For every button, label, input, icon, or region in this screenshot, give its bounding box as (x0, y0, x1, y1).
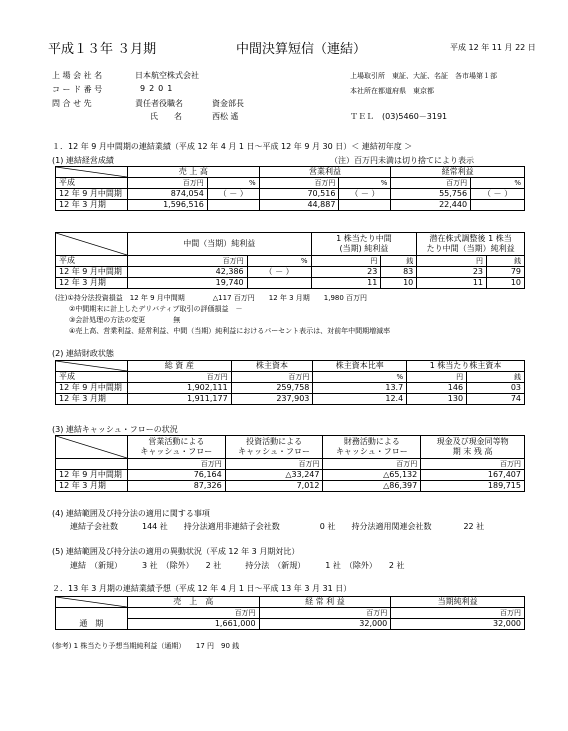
cell: 146 (407, 383, 467, 394)
col-header: 株主資本比率 (313, 361, 407, 372)
cell: 7,012 (225, 481, 323, 492)
row-header: 平成 (56, 372, 128, 383)
cell: 79 (487, 267, 525, 278)
table-corner (56, 361, 128, 372)
unit-cell: 百万円 (231, 372, 313, 383)
forecast-heading: ２．13 年 3 月期の連結業績予想（平成 12 年 4 月 1 日～平成 13 年 3 月 31 日） (52, 584, 352, 593)
unit-cell: 百万円 (391, 608, 525, 619)
col-header: 経常利益 (391, 167, 525, 178)
cell: 83 (381, 267, 417, 278)
cell: 237,903 (231, 394, 313, 405)
forecast-table (55, 596, 525, 630)
unit-cell: 百万円 (127, 459, 225, 470)
cell: （ － ） (339, 189, 391, 200)
stock-code: 9201 (140, 84, 177, 93)
col-header: 現金及び現金同等物 期 末 残 高 (421, 436, 525, 459)
col-header: 1 株当たり株主資本 (407, 361, 525, 372)
row-label: 12 年 9 月中間期 (56, 189, 128, 200)
col-header: 潜在株式調整後 1 株当 たり中間（当期）純利益 (417, 233, 525, 256)
note-line: (注)①持分法投資損益 12 年 9 月中間期 △117 百万円 12 年 3 月期 1,980 百万円 (55, 294, 368, 302)
cell: 55,756 (391, 189, 471, 200)
unit-cell: 銭 (467, 372, 525, 383)
unit-cell: % (313, 372, 407, 383)
table-corner (56, 233, 128, 256)
row-header: 平成 (56, 256, 128, 267)
cell: （ － ） (207, 189, 259, 200)
cell: 87,326 (127, 481, 225, 492)
section4-heading: (4) 連結範囲及び持分法の適用に関する事項 (52, 509, 210, 518)
row-label: 12 年 3 月期 (56, 481, 128, 492)
table-corner (56, 167, 128, 178)
cell: 23 (311, 267, 381, 278)
report-period: 平成１３年 ３月期 (48, 42, 157, 57)
cell: 23 (417, 267, 487, 278)
unit-cell: % (471, 178, 525, 189)
cell: 1,911,177 (127, 394, 231, 405)
cell: （ － ） (247, 267, 311, 278)
table-row (56, 189, 525, 200)
cell: △65,132 (323, 470, 421, 481)
col-header: 財務活動による キャッシュ・フロー (323, 436, 421, 459)
unit-cell: 円 (417, 256, 487, 267)
unit-cell: % (207, 178, 259, 189)
col-header: 当期純利益 (391, 597, 525, 608)
cell: 167,407 (421, 470, 525, 481)
col-header: 売 上 高 (127, 597, 259, 608)
note-line: ②中間期末に計上したデリバティブ取引の評価損益 － (55, 305, 243, 313)
table-row (56, 383, 525, 394)
col-header: 投資活動による キャッシュ・フロー (225, 436, 323, 459)
cell (207, 200, 259, 211)
row-label: 12 年 9 月中間期 (56, 267, 128, 278)
section5-heading: (5) 連結範囲及び持分法の適用の異動状況（平成 12 年 3 月期対比） (52, 547, 300, 556)
unit-cell: 円 (407, 372, 467, 383)
col-header: 営業利益 (259, 167, 391, 178)
cash-flow-table (55, 435, 525, 492)
row-label: 通 期 (56, 608, 128, 630)
cell (247, 278, 311, 289)
role: 資金部長 (212, 99, 244, 108)
col-header: 売 上 高 (127, 167, 259, 178)
person-label: 氏 名 (150, 112, 182, 121)
col-header: 1 株当たり中間 (当期) 純利益 (311, 233, 417, 256)
cell: 03 (467, 383, 525, 394)
company-name-label: 上 場 会 社 名 (52, 71, 103, 80)
cell: 70,516 (259, 189, 339, 200)
unit-note: （注）百万円未満は切り捨てにより表示 (330, 156, 474, 165)
row-label: 12 年 3 月期 (56, 278, 128, 289)
cell: 13.7 (313, 383, 407, 394)
empty-cell (56, 459, 128, 470)
exchange: 上場取引所 東証、大証、名証 各市場第１部 (350, 72, 497, 80)
operating-results-table (55, 166, 525, 211)
report-date: 平成 12 年 11 月 22 日 (450, 43, 536, 52)
table-corner (56, 597, 128, 608)
cell: 12.4 (313, 394, 407, 405)
cell: 10 (487, 278, 525, 289)
unit-cell: 円 (311, 256, 381, 267)
section3-heading: (3) 連結キャッシュ・フローの状況 (52, 425, 178, 434)
table-row (56, 470, 525, 481)
table-row (56, 267, 525, 278)
row-label: 12 年 9 月中間期 (56, 383, 128, 394)
cell: 259,758 (231, 383, 313, 394)
cell: 42,386 (127, 267, 247, 278)
table-row (56, 278, 525, 289)
unit-cell: 百万円 (259, 608, 391, 619)
cell: △86,397 (323, 481, 421, 492)
cell: 1,661,000 (127, 619, 259, 630)
unit-cell: 百万円 (127, 372, 231, 383)
role-label: 責任者役職名 (135, 99, 183, 108)
unit-cell: 銭 (381, 256, 417, 267)
unit-cell: % (339, 178, 391, 189)
company-name: 日本航空株式会社 (135, 71, 199, 80)
code-label: コ ー ド 番 号 (52, 85, 103, 94)
cell: 130 (407, 394, 467, 405)
unit-cell: 百万円 (127, 178, 207, 189)
table-row (56, 394, 525, 405)
contact-label: 問 合 せ 先 (52, 99, 92, 108)
unit-cell: 百万円 (259, 178, 339, 189)
note-line: ④売上高、営業利益、経常利益、中間（当期）純利益におけるパーセント表示は、対前年中間期増減率 (55, 327, 391, 335)
section2-heading: (2) 連結財政状態 (52, 349, 114, 358)
cell: 11 (417, 278, 487, 289)
cell: 874,054 (127, 189, 207, 200)
unit-cell: 百万円 (421, 459, 525, 470)
col-header: 営業活動による キャッシュ・フロー (127, 436, 225, 459)
cell: 74 (467, 394, 525, 405)
table-row (56, 481, 525, 492)
col-header: 株主資本 (231, 361, 313, 372)
forecast-reference: (参考) 1 株当たり予想当期純利益（通期） 17 円 90 銭 (52, 642, 240, 650)
cell: 1,902,111 (127, 383, 231, 394)
section1-heading: １．12 年 9 月中間期の連結業績（平成 12 年 4 月 1 日～平成 12 年 9 月 30 日）＜ 連結初年度 ＞ (52, 142, 413, 151)
unit-cell: 百万円 (225, 459, 323, 470)
cell: 32,000 (259, 619, 391, 630)
headquarters: 本社所在都道府県 東京都 (350, 87, 434, 95)
person-name: 西松 遙 (212, 112, 239, 121)
row-label: 12 年 3 月期 (56, 200, 128, 211)
col-header: 中間（当期）純利益 (127, 233, 311, 256)
telephone: ＴＥＬ (03)5460－3191 (350, 112, 448, 121)
unit-cell: 百万円 (127, 256, 247, 267)
table-corner (56, 436, 128, 459)
cell (339, 200, 391, 211)
cell: （ － ） (471, 189, 525, 200)
unit-cell: 百万円 (127, 608, 259, 619)
row-label: 12 年 9 月中間期 (56, 470, 128, 481)
cell: 189,715 (421, 481, 525, 492)
col-header: 経 常 利 益 (259, 597, 391, 608)
cell: 19,740 (127, 278, 247, 289)
unit-cell: 百万円 (323, 459, 421, 470)
cell: 22,440 (391, 200, 471, 211)
cell (471, 200, 525, 211)
cell: 11 (311, 278, 381, 289)
consolidation-scope: 連結子会社数 144 社 持分法適用非連結子会社数 0 社 持分法適用関連会社数 22 社 (70, 522, 485, 531)
row-label: 12 年 3 月期 (56, 394, 128, 405)
row-header: 平成 (56, 178, 128, 189)
section1-sub-heading: (1) 連結経営成績 (52, 156, 114, 165)
unit-cell: 銭 (487, 256, 525, 267)
cell: 10 (381, 278, 417, 289)
unit-cell: % (247, 256, 311, 267)
cell: △33,247 (225, 470, 323, 481)
cell: 32,000 (391, 619, 525, 630)
cell: 1,596,516 (127, 200, 207, 211)
table-row (56, 200, 525, 211)
consolidation-changes: 連結 （新規） 3 社 （除外） 2 社 持分法 （新規） 1 社 （除外） 2 社 (70, 561, 405, 570)
report-title: 中間決算短信（連結） (236, 42, 367, 57)
col-header: 総 資 産 (127, 361, 231, 372)
unit-cell: 百万円 (391, 178, 471, 189)
financial-position-table (55, 360, 525, 405)
cell: 44,887 (259, 200, 339, 211)
net-income-table (55, 232, 525, 289)
cell: 76,164 (127, 470, 225, 481)
note-line: ③会計処理の方法の変更 無 (55, 316, 181, 324)
